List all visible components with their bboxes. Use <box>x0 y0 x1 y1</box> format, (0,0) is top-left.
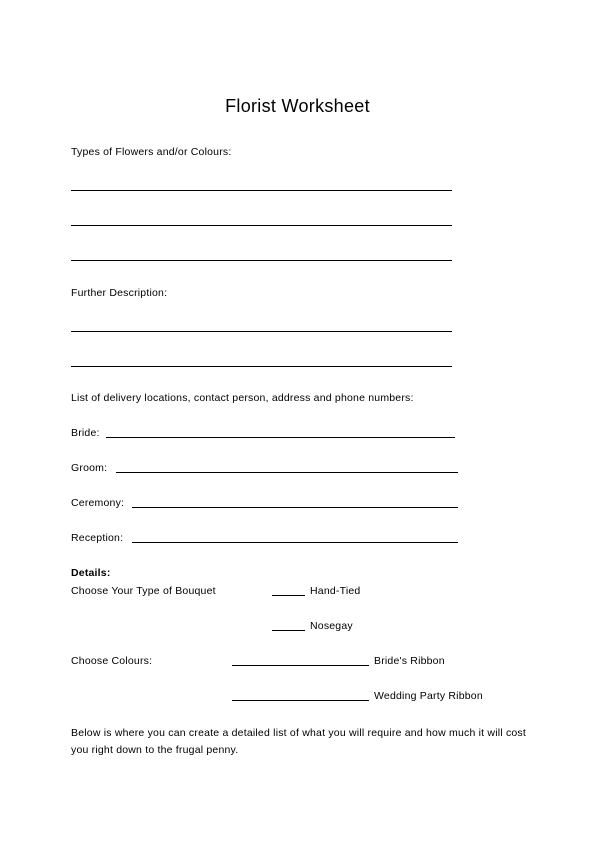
details-heading: Details: <box>71 567 111 579</box>
hand-tied-blank[interactable] <box>272 595 305 596</box>
flowers-line-3[interactable] <box>71 260 452 261</box>
page-title: Florist Worksheet <box>225 96 370 116</box>
groom-field[interactable] <box>116 472 458 473</box>
nosegay-blank[interactable] <box>272 630 305 631</box>
hand-tied-option: Hand-Tied <box>310 585 361 597</box>
bride-field[interactable] <box>106 437 455 438</box>
ceremony-field[interactable] <box>132 507 458 508</box>
reception-field[interactable] <box>132 542 458 543</box>
flowers-line-1[interactable] <box>71 190 452 191</box>
brides-ribbon-option: Bride's Ribbon <box>374 655 445 667</box>
brides-ribbon-blank[interactable] <box>232 665 369 666</box>
delivery-list-label: List of delivery locations, contact person, address and phone numbers: <box>71 392 414 404</box>
flowers-label: Types of Flowers and/or Colours: <box>71 146 232 158</box>
flowers-line-2[interactable] <box>71 225 452 226</box>
bouquet-label: Choose Your Type of Bouquet <box>71 585 216 597</box>
reception-label: Reception: <box>71 532 124 544</box>
further-description-line-1[interactable] <box>71 331 452 332</box>
groom-label: Groom: <box>71 462 108 474</box>
colours-label: Choose Colours: <box>71 655 153 667</box>
bride-label: Bride: <box>71 427 100 439</box>
further-description-label: Further Description: <box>71 287 168 299</box>
wedding-party-ribbon-option: Wedding Party Ribbon <box>374 690 483 702</box>
nosegay-option: Nosegay <box>310 620 353 632</box>
further-description-line-2[interactable] <box>71 366 452 367</box>
wedding-party-ribbon-blank[interactable] <box>232 700 369 701</box>
closing-paragraph: Below is where you can create a detailed list of what you will require and how much it will cost you right down to the frugal penny. <box>71 727 526 756</box>
ceremony-label: Ceremony: <box>71 497 125 509</box>
